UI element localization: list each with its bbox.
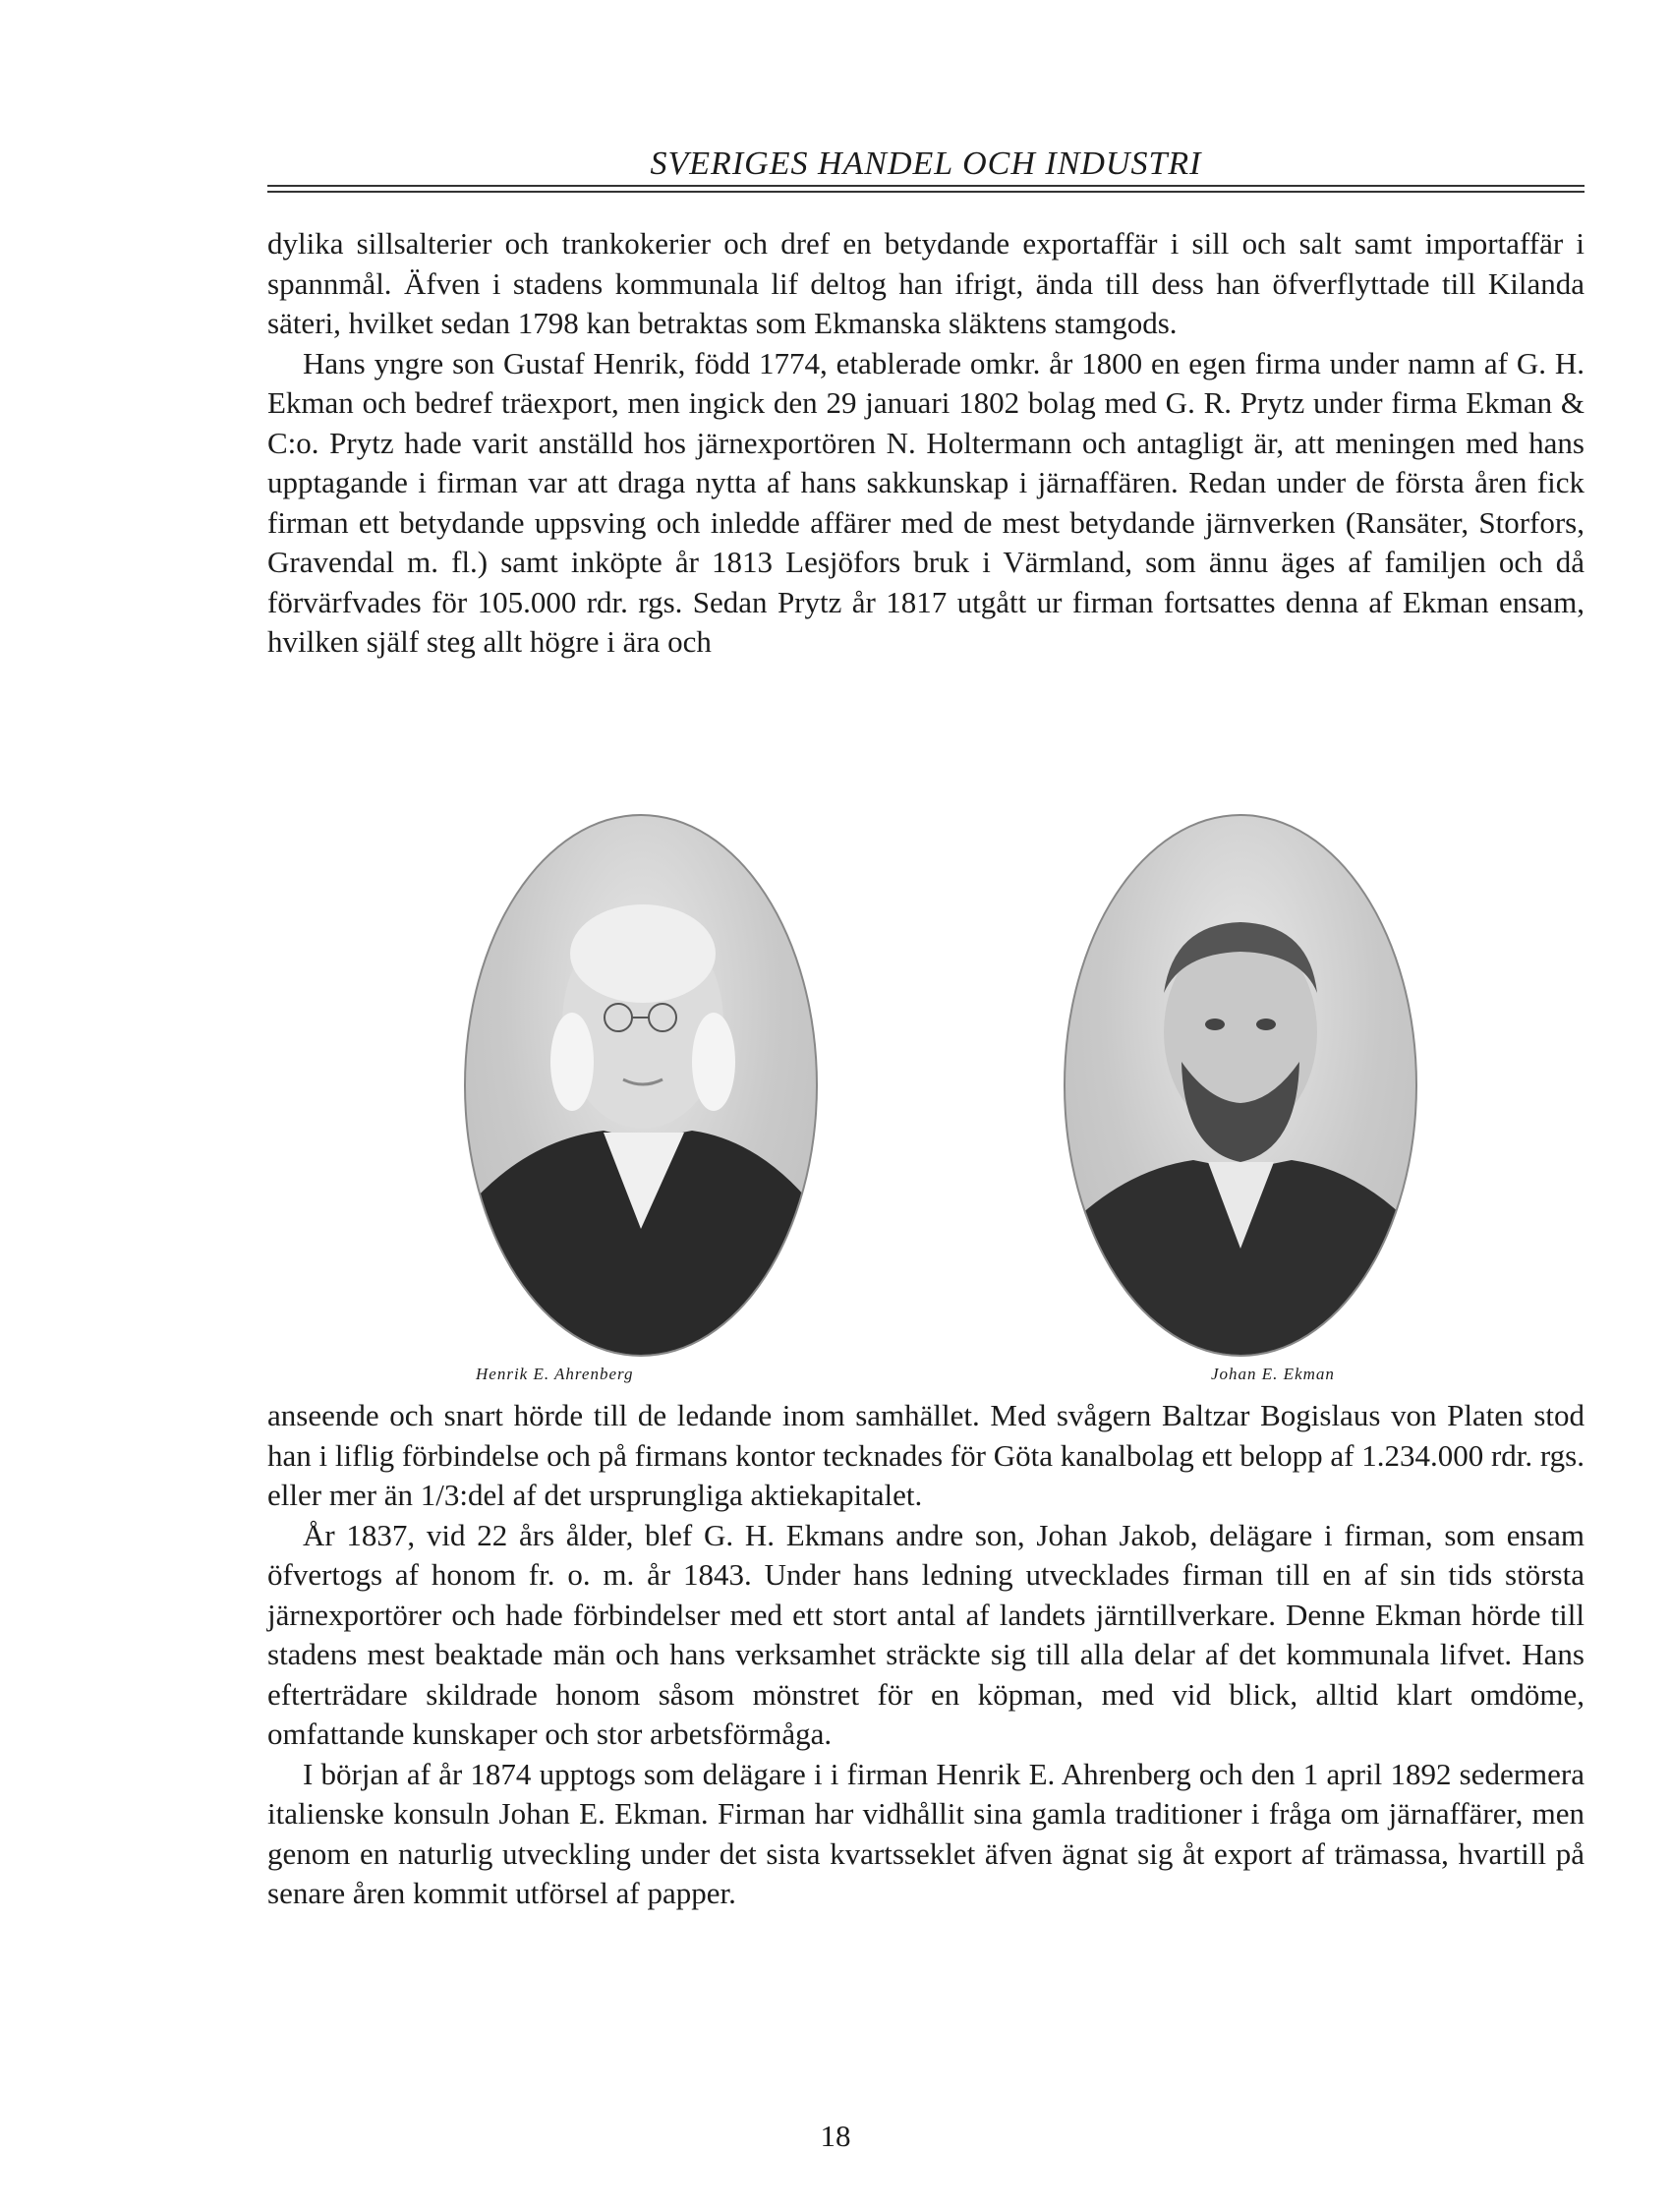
paragraph: dylika sillsalterier och trankokerier och dref en betydande exportaffär i sill och salt samt importaffär i spannmål. Äfven i stadens kommunala lif deltog han ifrigt, ända till dess han öfverflyttade till Kilanda säteri, hvilket sedan 1798 kan betraktas som Ekmanska släktens stamgods.	[267, 226, 1585, 340]
header-rule-top	[267, 185, 1585, 187]
page-number: 18	[820, 2119, 851, 2153]
caption-ahrenberg: Henrik E. Ahrenberg	[476, 1365, 634, 1383]
text-block-bottom	[267, 1396, 1585, 1914]
paragraph: I början af år 1874 upptogs som delägare i i firman Henrik E. Ahrenberg och den 1 april 1892 sedermera italienske konsuln Johan E. Ekman. Firman har vidhållit sina gamla traditioner i fråga om järnaffärer, men genom en naturlig utveckling under det sista kvartsseklet äfven ägnat sig åt export af trämassa, hvartill på senare åren kommit utförsel af papper.	[267, 1756, 1585, 1910]
paragraph: anseende och snart hörde till de ledande inom samhället. Med svågern Baltzar Bogislaus von Platen stod han i liflig förbindelse och på firmans kontor tecknades för Göta kanalbolag ett belopp af 1.234.000 rdr. rgs. eller mer än 1/3:del af det ursprungliga aktiekapitalet.	[267, 1398, 1585, 1512]
paragraph: Hans yngre son Gustaf Henrik, född 1774, etablerade omkr. år 1800 en egen firma under namn af G. H. Ekman och bedref träexport, men ingick den 29 januari 1802 bolag med G. R. Prytz under firma Ekman & C:o. Prytz hade varit anställd hos järnexportören N. Holtermann och antagligt är, att meningen med hans upptagande i firman var att draga nytta af hans sakkunskap i järnaffären. Redan under de första åren fick firman ett betydande uppsving och inledde affärer med de mest betydande järnverken (Ransäter, Storfors, Gravendal m. fl.) samt inköpte år 1813 Lesjöfors bruk i Värmland, som ännu äges af familjen och då förvärfvades för 105.000 rdr. rgs. Sedan Prytz år 1817 utgått ur firman fortsattes denna af Ekman ensam, hvilken själf steg allt högre i ära och	[267, 345, 1585, 659]
portrait-ahrenberg	[464, 814, 818, 1357]
header-rule-bottom	[267, 191, 1585, 193]
portrait-figures	[267, 814, 1585, 1394]
portrait-ahrenberg-drawing	[466, 816, 816, 1355]
text-block-top	[267, 224, 1585, 663]
portrait-ekman-drawing	[1066, 816, 1415, 1355]
running-header: SVERIGES HANDEL OCH INDUSTRI	[650, 146, 1202, 182]
caption-ekman: Johan E. Ekman	[1211, 1365, 1335, 1383]
paragraph: År 1837, vid 22 års ålder, blef G. H. Ekmans andre son, Johan Jakob, delägare i firman, som ensam öfvertogs af honom fr. o. m. år 1843. Under hans ledning utvecklades firman till en af sin tids största järnexportörer och hade förbindelser med ett stort antal af landets järntillverkare. Denne Ekman hörde till stadens mest beaktade män och hans verksamhet sträckte sig till alla delar af det kommunala lifvet. Hans efterträdare skildrade honom såsom mönstret för en köpman, med vid blick, alltid klart omdöme, omfattande kunskaper och stor arbetsförmåga.	[267, 1517, 1585, 1751]
portrait-ekman	[1064, 814, 1417, 1357]
